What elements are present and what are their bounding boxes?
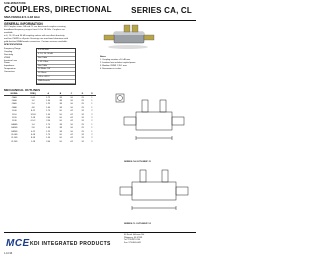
table-cell: .62: [70, 137, 73, 140]
column-header: D: [77, 93, 88, 96]
table-cell: CL20D: [11, 140, 18, 143]
column-header: C: [66, 93, 77, 96]
spec-labels: [4, 48, 34, 74]
table-cell: .38: [59, 130, 62, 133]
notes-heading: Notes:: [100, 56, 107, 58]
table-cell: 1.50: [46, 127, 51, 130]
table-cell: CL10: [11, 113, 17, 116]
table-cell: 1.25: [46, 130, 51, 133]
table-cell: .50: [70, 106, 73, 109]
table-cell: .50: [70, 96, 73, 99]
column-header: FREQ: [25, 93, 42, 96]
spec-label: Frequency Range: [4, 48, 21, 50]
table-cell: .50: [59, 137, 62, 140]
table-cell: 8-18: [31, 137, 36, 140]
table-cell: .38: [59, 127, 62, 130]
spec-value: 6, 10, 20, 30 dB: [37, 53, 75, 57]
table-cell: 2-8: [31, 127, 35, 130]
table-cell: 1.75: [46, 133, 51, 136]
company-address: [124, 234, 144, 244]
header-top-label: SUB-MINIATURE: [4, 2, 26, 5]
table-cell: .50: [70, 127, 73, 130]
address-line: 60 South Jefferson Rd.: [124, 234, 145, 236]
table-cell: CL20: [11, 117, 17, 120]
table-cell: CL10D: [11, 137, 18, 140]
spec-label: VSWR: [4, 56, 11, 59]
table-cell: .38: [59, 103, 62, 106]
table-cell: 2: [91, 110, 93, 113]
table-cell: 1: [91, 103, 93, 106]
spec-value: See Table: [37, 65, 75, 69]
spec-label: Insertion Loss: [4, 59, 17, 62]
table-cell: .25: [81, 130, 84, 133]
spec-label: Directivity: [4, 53, 14, 56]
company-logo: MCE: [6, 238, 30, 249]
note-item: 3. Mainline VSWR 1.35:1 max.: [100, 64, 128, 67]
table-cell: .25: [81, 127, 84, 130]
table-cell: 8-12: [31, 110, 36, 113]
address-line: Tel: 973-887-5700: [124, 239, 141, 242]
table-cell: CL30: [11, 120, 17, 123]
spec-label: Temperature: [4, 68, 16, 71]
table-cell: .38: [59, 123, 62, 126]
table-cell: .31: [81, 140, 84, 143]
table-cell: .50: [59, 117, 62, 120]
column-header: B: [55, 93, 66, 96]
spec-values: [36, 48, 76, 85]
table-cell: .25: [81, 96, 84, 99]
table-cell: .38: [59, 100, 62, 103]
table-cell: .50: [59, 113, 62, 116]
note-item: 4. Dimensions in inches.: [100, 67, 122, 70]
table-cell: 1: [91, 96, 93, 99]
table-cell: 4-12: [31, 130, 36, 133]
table-cell: .50: [59, 110, 62, 113]
table-cell: .62: [70, 117, 73, 120]
series-label: SERIES CA, CL: [131, 6, 192, 15]
table-cell: 1: [91, 123, 93, 126]
footer-rule: [4, 232, 196, 233]
table-cell: .50: [59, 120, 62, 123]
table-cell: .50: [59, 133, 62, 136]
table-cell: 1.50: [46, 100, 51, 103]
table-cell: .31: [81, 120, 84, 123]
table-cell: 1-18: [31, 140, 36, 143]
table-cell: .31: [81, 113, 84, 116]
table-cell: CA10D: [11, 127, 18, 130]
table-cell: 2: [91, 133, 93, 136]
spec-value: SMA Female: [37, 80, 75, 84]
table-cell: 1.75: [46, 96, 51, 99]
header-rule: [4, 20, 196, 21]
outline-drawing-ca: [112, 90, 196, 160]
spec-value: -55 to +85°C: [37, 76, 75, 80]
table-cell: .25: [81, 100, 84, 103]
page-code: 1-10-96: [4, 252, 13, 255]
table-cell: .62: [70, 133, 73, 136]
table-cell: CA06: [11, 96, 17, 99]
spec-label: Power: [4, 62, 10, 65]
note-item: 1. Coupling variation ±1.0 dB max.: [100, 58, 131, 61]
table-cell: 1.25: [46, 103, 51, 106]
spec-label: Connectors: [4, 71, 15, 74]
spec-value: See Table: [37, 57, 75, 61]
outline-drawing-cl: [112, 166, 196, 222]
table-cell: .62: [70, 140, 73, 143]
table-cell: 1.50: [46, 137, 51, 140]
table-cell: CA30: [11, 106, 17, 109]
table-cell: .62: [70, 113, 73, 116]
table-cell: CA20D: [11, 130, 18, 133]
table-cell: 1.75: [46, 110, 51, 113]
table-cell: 2: [91, 140, 93, 143]
outline-ca-caption: SERIES CA OUTLINE/F-11: [124, 161, 151, 163]
mechanical-table: [4, 93, 96, 143]
general-text: [4, 26, 72, 43]
table-cell: 1.00: [46, 106, 51, 109]
mechanical-heading: MECHANICAL OUTLINES: [4, 88, 41, 92]
table-cell: .50: [70, 103, 73, 106]
spec-label: Impedance: [4, 65, 15, 68]
spec-value: 1.35:1 Max: [37, 61, 75, 65]
general-line: gold-finished SMA female connectors. Custom versions available.: [4, 40, 68, 43]
table-cell: .31: [81, 137, 84, 140]
address-line: Fax: 973-884-0445: [124, 241, 141, 244]
table-cell: 0.5-2: [30, 120, 36, 123]
table-cell: .25: [81, 106, 84, 109]
outline-cl-caption: SERIES CL OUTLINE/F-12: [124, 223, 151, 225]
table-cell: .62: [70, 110, 73, 113]
table-cell: CA20: [11, 103, 17, 106]
company-name: KDI INTEGRATED PRODUCTS: [30, 241, 111, 247]
table-cell: .38: [59, 106, 62, 109]
table-cell: .50: [70, 130, 73, 133]
general-line: and low VSWR in all ports. Housings are machined aluminum with: [4, 37, 69, 40]
table-cell: .62: [70, 120, 73, 123]
table-cell: 2: [91, 113, 93, 116]
table-cell: 1: [91, 130, 93, 133]
page-title: COUPLERS, DIRECTIONAL: [4, 5, 112, 14]
table-cell: 1: [91, 106, 93, 109]
note-item: 2. Insertion loss includes coupled power.: [100, 61, 136, 64]
table-cell: 0.4-1: [30, 96, 36, 99]
spec-value: 20 Watts CW: [37, 68, 75, 72]
table-cell: 2.00: [46, 140, 51, 143]
column-header: E: [88, 93, 96, 96]
coupler-photo: [100, 24, 156, 52]
table-cell: 2.50: [46, 120, 51, 123]
table-cell: 2: [91, 137, 93, 140]
table-cell: 1.50: [46, 113, 51, 116]
table-cell: .25: [81, 103, 84, 106]
table-row: [4, 140, 96, 143]
column-header: MODEL: [4, 93, 25, 96]
table-cell: .31: [81, 110, 84, 113]
spec-label: Coupling: [4, 50, 13, 53]
table-cell: 2.00: [46, 117, 51, 120]
table-cell: 1: [91, 127, 93, 130]
table-cell: CA10: [11, 100, 17, 103]
general-heading: GENERAL INFORMATION: [4, 22, 43, 26]
table-cell: 1-2: [31, 100, 35, 103]
table-cell: .50: [70, 100, 73, 103]
column-header: A: [42, 93, 55, 96]
table-cell: 6-18: [31, 133, 36, 136]
table-cell: .50: [70, 123, 73, 126]
general-line: in 6, 10, 20 and 30 dB coupling values with excellent directivity: [4, 34, 65, 37]
table-cell: 2: [91, 117, 93, 120]
notes-block: [100, 56, 196, 71]
table-cell: 1.75: [46, 123, 51, 126]
table-cell: 1: [91, 100, 93, 103]
table-cell: 4-8: [31, 106, 35, 109]
table-cell: 1-4: [31, 123, 35, 126]
table-cell: 2-4: [31, 103, 35, 106]
table-cell: 2-18: [31, 117, 36, 120]
table-cell: .25: [81, 123, 84, 126]
page-subtitle: SMA FEMALE 0.4-18 GHz: [4, 15, 40, 19]
table-cell: CL06D: [11, 133, 18, 136]
table-cell: 12-18: [30, 113, 36, 116]
table-cell: .31: [81, 133, 84, 136]
table-cell: CA06D: [11, 123, 18, 126]
table-cell: .31: [81, 117, 84, 120]
table-cell: CL06: [11, 110, 17, 113]
spec-value: 50 Ohms: [37, 72, 75, 76]
general-line: KDI Coupler series CA and CL are directional couplers covering: [4, 26, 66, 28]
table-cell: .38: [59, 96, 62, 99]
table-cell: .50: [59, 140, 62, 143]
specs-heading: SPECIFICATIONS: [4, 44, 23, 46]
address-line: Whippany, NJ 07981: [124, 236, 143, 239]
table-cell: 2: [91, 120, 93, 123]
general-line: broadband frequency ranges from 0.4 to 18 GHz. Couplers are available: [4, 28, 65, 34]
spec-value: 0.4-18 GHz: [37, 49, 75, 53]
